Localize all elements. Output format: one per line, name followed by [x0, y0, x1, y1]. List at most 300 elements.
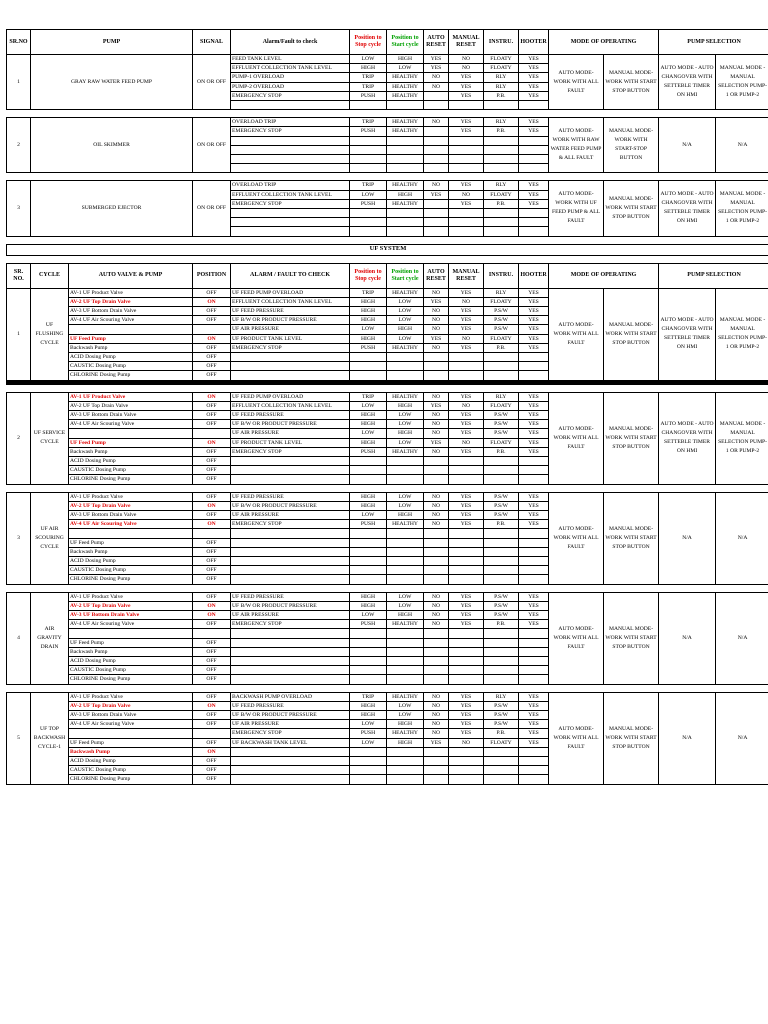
- alarm-value: YES: [449, 511, 484, 520]
- alarm-value: YES: [519, 520, 549, 529]
- alarm-value: YES: [449, 288, 484, 297]
- alarm-value: [449, 154, 484, 163]
- alarm-name: UF FEED PUMP OVERLOAD: [231, 392, 350, 401]
- alarm-value: LOW: [387, 334, 424, 343]
- alarm-value: YES: [519, 410, 549, 419]
- valve-name: CHLORINE Dosing Pump: [69, 775, 193, 784]
- alarm-value: RLY: [484, 692, 519, 701]
- valve-position: OFF: [193, 675, 231, 684]
- valve-position: [193, 429, 231, 438]
- valve-name: AV-2 UF Top Drain Valve: [69, 501, 193, 510]
- uf-header-stop-cycle: Position to Stop cycle: [350, 263, 387, 288]
- control-sheet: [6, 29, 768, 785]
- mode-auto: AUTO MODE-WORK WITH ALL FAULT: [549, 592, 604, 684]
- alarm-value: [350, 666, 387, 675]
- alarm-value: NO: [424, 601, 449, 610]
- uf-header-auto-reset: AUTO RESET: [424, 263, 449, 288]
- alarm-value: LOW: [387, 306, 424, 315]
- alarm-value: YES: [449, 701, 484, 710]
- alarm-value: [424, 529, 449, 538]
- alarm-value: [350, 638, 387, 647]
- selection-manual: MANUAL MODE - MANUAL SELECTION PUMP-1 OR PUMP-2: [716, 181, 768, 236]
- valve-name: [69, 529, 193, 538]
- alarm-value: YES: [449, 601, 484, 610]
- alarm-value: [484, 757, 519, 766]
- alarm-value: [449, 757, 484, 766]
- alarm-value: HEALTHY: [387, 181, 424, 190]
- alarm-value: NO: [424, 429, 449, 438]
- alarm-value: [350, 766, 387, 775]
- alarm-value: P.B.: [484, 127, 519, 136]
- alarm-value: YES: [449, 199, 484, 208]
- alarm-name: EFFLUENT COLLECTION TANK LEVEL: [231, 64, 350, 73]
- valve-name: CHLORINE Dosing Pump: [69, 475, 193, 484]
- uf-header-manual-reset: MANUAL RESET: [449, 263, 484, 288]
- alarm-value: [387, 529, 424, 538]
- valve-name: UF Feed Pump: [69, 334, 193, 343]
- alarm-value: YES: [449, 711, 484, 720]
- alarm-value: NO: [449, 401, 484, 410]
- cycle-row: [7, 392, 768, 401]
- valve-position: [193, 325, 231, 334]
- gap-cell: [7, 236, 768, 244]
- alarm-value: YES: [449, 492, 484, 501]
- mode-auto: AUTO MODE-WORK WITH RAW WATER FEED PUMP & ALL FAULT: [549, 118, 604, 173]
- valve-position: ON: [193, 520, 231, 529]
- alarm-value: YES: [519, 447, 549, 456]
- alarm-value: LOW: [387, 438, 424, 447]
- valve-name: AV-4 UF Air Scouring Valve: [69, 420, 193, 429]
- alarm-value: NO: [424, 701, 449, 710]
- alarm-value: NO: [424, 392, 449, 401]
- valve-position: OFF: [193, 371, 231, 380]
- alarm-name: [231, 666, 350, 675]
- pump-sr: 1: [7, 55, 31, 110]
- alarm-value: PUSH: [350, 520, 387, 529]
- mode-auto: AUTO MODE-WORK WITH ALL FAULT: [549, 55, 604, 110]
- alarm-value: P.S/W: [484, 410, 519, 419]
- alarm-value: [449, 164, 484, 173]
- alarm-value: HEALTHY: [387, 199, 424, 208]
- alarm-value: YES: [449, 501, 484, 510]
- alarm-name: [231, 466, 350, 475]
- alarm-value: [519, 547, 549, 556]
- alarm-value: [484, 575, 519, 584]
- alarm-name: EMERGENCY STOP: [231, 447, 350, 456]
- pump-signal: ON OR OFF: [193, 181, 231, 236]
- gap-cell: [7, 684, 768, 692]
- alarm-value: HIGH: [350, 438, 387, 447]
- alarm-value: HIGH: [387, 325, 424, 334]
- alarm-value: YES: [519, 601, 549, 610]
- alarm-value: HIGH: [350, 306, 387, 315]
- alarm-value: [387, 466, 424, 475]
- valve-position: OFF: [193, 362, 231, 371]
- selection-auto: N/A: [659, 118, 716, 173]
- alarm-value: YES: [519, 297, 549, 306]
- mode-auto: AUTO MODE-WORK WITH ALL FAULT: [549, 392, 604, 484]
- valve-position: [193, 529, 231, 538]
- alarm-value: YES: [519, 438, 549, 447]
- alarm-value: TRIP: [350, 392, 387, 401]
- alarm-value: [424, 747, 449, 756]
- alarm-value: YES: [424, 738, 449, 747]
- header-signal: SIGNAL: [193, 30, 231, 55]
- alarm-value: [519, 371, 549, 380]
- alarm-value: YES: [424, 438, 449, 447]
- alarm-value: [424, 136, 449, 145]
- alarm-value: YES: [449, 127, 484, 136]
- alarm-value: [449, 352, 484, 361]
- valve-name: AV-1 UF Product Valve: [69, 392, 193, 401]
- valve-position: OFF: [193, 692, 231, 701]
- header-alarm: Alarm/Fault to check: [231, 30, 350, 55]
- alarm-value: RLY: [484, 82, 519, 91]
- mode-auto: AUTO MODE-WORK WITH ALL FAULT: [549, 492, 604, 584]
- selection-manual: MANUAL MODE - MANUAL SELECTION PUMP-1 OR PUMP-2: [716, 288, 768, 380]
- alarm-value: [424, 647, 449, 656]
- alarm-value: TRIP: [350, 181, 387, 190]
- cycle-sr: 3: [7, 492, 31, 584]
- alarm-value: LOW: [387, 601, 424, 610]
- alarm-value: [424, 164, 449, 173]
- valve-position: ON: [193, 601, 231, 610]
- valve-position: OFF: [193, 420, 231, 429]
- alarm-value: YES: [519, 511, 549, 520]
- alarm-value: [387, 208, 424, 217]
- alarm-value: [387, 218, 424, 227]
- valve-name: CHLORINE Dosing Pump: [69, 675, 193, 684]
- alarm-value: LOW: [387, 64, 424, 73]
- alarm-value: [484, 145, 519, 154]
- section-gap: [7, 255, 768, 263]
- valve-position: ON: [193, 438, 231, 447]
- valve-name: CAUSTIC Dosing Pump: [69, 362, 193, 371]
- alarm-value: [449, 136, 484, 145]
- alarm-value: P.S/W: [484, 306, 519, 315]
- mode-manual: MANUAL MODE-WORK WITH START STOP BUTTON: [604, 55, 659, 110]
- alarm-name: [231, 647, 350, 656]
- alarm-value: NO: [449, 297, 484, 306]
- alarm-value: [449, 657, 484, 666]
- valve-position: [193, 629, 231, 638]
- alarm-value: [424, 657, 449, 666]
- valve-position: OFF: [193, 547, 231, 556]
- valve-name: AV-2 UF Top Drain Valve: [69, 401, 193, 410]
- alarm-name: UF AIR PRESSURE: [231, 511, 350, 520]
- alarm-value: [519, 629, 549, 638]
- alarm-value: LOW: [387, 410, 424, 419]
- alarm-value: [387, 371, 424, 380]
- gap-cell: [7, 173, 768, 181]
- gap-cell: [7, 110, 768, 118]
- alarm-value: FLOATY: [484, 438, 519, 447]
- section-gap: [7, 173, 768, 181]
- alarm-value: LOW: [350, 738, 387, 747]
- alarm-value: YES: [449, 91, 484, 100]
- alarm-name: [231, 747, 350, 756]
- alarm-value: [519, 538, 549, 547]
- alarm-value: YES: [519, 343, 549, 352]
- alarm-value: [519, 675, 549, 684]
- alarm-value: YES: [449, 620, 484, 629]
- alarm-value: YES: [519, 64, 549, 73]
- alarm-value: [484, 227, 519, 236]
- alarm-value: [449, 371, 484, 380]
- alarm-value: LOW: [387, 592, 424, 601]
- uf-header-start-cycle: Position to Start cycle: [387, 263, 424, 288]
- alarm-value: YES: [449, 429, 484, 438]
- alarm-value: [484, 747, 519, 756]
- alarm-value: [484, 136, 519, 145]
- alarm-value: [424, 101, 449, 110]
- alarm-name: UF PRODUCT TANK LEVEL: [231, 438, 350, 447]
- valve-name: CAUSTIC Dosing Pump: [69, 566, 193, 575]
- valve-name: Backwash Pump: [69, 747, 193, 756]
- alarm-value: [484, 218, 519, 227]
- mode-manual: MANUAL MODE-WORK WITH START STOP BUTTON: [604, 181, 659, 236]
- alarm-value: NO: [424, 692, 449, 701]
- alarm-name: UF AIR PRESSURE: [231, 611, 350, 620]
- alarm-value: [387, 647, 424, 656]
- alarm-value: YES: [449, 306, 484, 315]
- alarm-value: [484, 775, 519, 784]
- alarm-name: [231, 675, 350, 684]
- alarm-value: NO: [449, 64, 484, 73]
- alarm-value: LOW: [350, 55, 387, 64]
- alarm-value: YES: [449, 420, 484, 429]
- alarm-value: HIGH: [387, 611, 424, 620]
- alarm-value: LOW: [387, 492, 424, 501]
- alarm-value: NO: [424, 720, 449, 729]
- alarm-value: HIGH: [387, 720, 424, 729]
- alarm-value: NO: [424, 420, 449, 429]
- alarm-value: PUSH: [350, 620, 387, 629]
- alarm-value: P.B.: [484, 520, 519, 529]
- alarm-value: YES: [449, 611, 484, 620]
- alarm-value: [449, 747, 484, 756]
- alarm-value: [484, 566, 519, 575]
- alarm-value: YES: [519, 592, 549, 601]
- alarm-value: [387, 766, 424, 775]
- alarm-value: [424, 566, 449, 575]
- alarm-value: [350, 775, 387, 784]
- alarm-value: [387, 456, 424, 465]
- alarm-value: NO: [424, 410, 449, 419]
- alarm-value: HEALTHY: [387, 343, 424, 352]
- alarm-value: [350, 747, 387, 756]
- alarm-value: [519, 666, 549, 675]
- alarm-value: HIGH: [350, 316, 387, 325]
- alarm-value: [350, 101, 387, 110]
- alarm-value: [449, 775, 484, 784]
- alarm-value: [449, 547, 484, 556]
- section-gap: [7, 110, 768, 118]
- valve-position: OFF: [193, 738, 231, 747]
- alarm-value: [519, 766, 549, 775]
- alarm-value: HEALTHY: [387, 118, 424, 127]
- alarm-value: HEALTHY: [387, 729, 424, 738]
- valve-position: OFF: [193, 475, 231, 484]
- valve-name: ACID Dosing Pump: [69, 352, 193, 361]
- alarm-value: LOW: [387, 501, 424, 510]
- alarm-name: [231, 775, 350, 784]
- alarm-value: [449, 456, 484, 465]
- alarm-value: HIGH: [350, 410, 387, 419]
- alarm-name: PUMP-1 OVERLOAD: [231, 73, 350, 82]
- alarm-name: EMERGENCY STOP: [231, 520, 350, 529]
- uf-header-hooter: HOOTER: [519, 263, 549, 288]
- gap-cell: [7, 255, 768, 263]
- alarm-name: EFFLUENT COLLECTION TANK LEVEL: [231, 190, 350, 199]
- uf-header-position: POSITION: [193, 263, 231, 288]
- alarm-value: P.B.: [484, 620, 519, 629]
- alarm-value: YES: [449, 410, 484, 419]
- cycle-sr: 4: [7, 592, 31, 684]
- alarm-value: P.S/W: [484, 492, 519, 501]
- valve-position: OFF: [193, 538, 231, 547]
- alarm-value: P.B.: [484, 199, 519, 208]
- alarm-value: LOW: [387, 701, 424, 710]
- header-mode: MODE OF OPERATING: [549, 30, 659, 55]
- alarm-value: NO: [424, 511, 449, 520]
- alarm-value: FLOATY: [484, 401, 519, 410]
- alarm-value: RLY: [484, 118, 519, 127]
- valve-position: OFF: [193, 757, 231, 766]
- alarm-value: LOW: [350, 611, 387, 620]
- alarm-value: TRIP: [350, 288, 387, 297]
- alarm-name: [231, 529, 350, 538]
- alarm-value: YES: [449, 392, 484, 401]
- alarm-value: LOW: [387, 297, 424, 306]
- alarm-name: [231, 629, 350, 638]
- alarm-value: YES: [424, 297, 449, 306]
- gap-cell: [7, 584, 768, 592]
- alarm-value: NO: [424, 118, 449, 127]
- alarm-value: [387, 657, 424, 666]
- alarm-value: [484, 154, 519, 163]
- alarm-value: P.S/W: [484, 501, 519, 510]
- alarm-value: [449, 638, 484, 647]
- alarm-value: [519, 136, 549, 145]
- uf-header-instru: INSTRU.: [484, 263, 519, 288]
- alarm-name: BACKWASH PUMP OVERLOAD: [231, 692, 350, 701]
- alarm-value: [484, 529, 519, 538]
- alarm-value: [387, 362, 424, 371]
- alarm-name: UF B/W OR PRODUCT PRESSURE: [231, 316, 350, 325]
- alarm-value: [519, 208, 549, 217]
- cycle-name: UF TOP BACKWASH CYCLE-1: [31, 692, 69, 784]
- alarm-value: [350, 164, 387, 173]
- alarm-value: LOW: [387, 316, 424, 325]
- alarm-name: [231, 208, 350, 217]
- alarm-value: HIGH: [387, 401, 424, 410]
- alarm-value: HIGH: [350, 334, 387, 343]
- valve-position: OFF: [193, 657, 231, 666]
- valve-name: AV-1 UF Product Valve: [69, 288, 193, 297]
- alarm-name: EMERGENCY STOP: [231, 620, 350, 629]
- uf-title-row: [7, 244, 768, 255]
- alarm-value: [350, 352, 387, 361]
- alarm-name: OVERLOAD TRIP: [231, 181, 350, 190]
- alarm-value: YES: [519, 738, 549, 747]
- alarm-value: FLOATY: [484, 190, 519, 199]
- alarm-value: YES: [449, 592, 484, 601]
- selection-auto: AUTO MODE - AUTO CHANGOVER WITH SETTEBLE TIMER ON HMI: [659, 288, 716, 380]
- alarm-value: [350, 529, 387, 538]
- alarm-value: NO: [424, 343, 449, 352]
- mode-manual: MANUAL MODE-WORK WITH START STOP BUTTON: [604, 592, 659, 684]
- alarm-value: YES: [449, 325, 484, 334]
- alarm-value: NO: [424, 288, 449, 297]
- valve-name: AV-4 UF Air Scouring Valve: [69, 620, 193, 629]
- alarm-value: [424, 538, 449, 547]
- alarm-value: [519, 466, 549, 475]
- gap-cell: [7, 384, 768, 392]
- alarm-value: YES: [519, 306, 549, 315]
- alarm-value: TRIP: [350, 82, 387, 91]
- alarm-value: HIGH: [387, 738, 424, 747]
- alarm-name: UF B/W OR PRODUCT PRESSURE: [231, 420, 350, 429]
- alarm-value: [519, 456, 549, 465]
- alarm-value: [424, 547, 449, 556]
- alarm-value: YES: [424, 55, 449, 64]
- alarm-value: HEALTHY: [387, 520, 424, 529]
- alarm-value: YES: [449, 73, 484, 82]
- valve-name: [69, 629, 193, 638]
- alarm-value: [350, 675, 387, 684]
- alarm-name: [231, 218, 350, 227]
- alarm-value: [519, 647, 549, 656]
- alarm-value: [484, 547, 519, 556]
- alarm-value: LOW: [350, 511, 387, 520]
- valve-position: OFF: [193, 316, 231, 325]
- pump-sr: 3: [7, 181, 31, 236]
- alarm-value: NO: [424, 316, 449, 325]
- alarm-value: [484, 371, 519, 380]
- valve-name: CAUSTIC Dosing Pump: [69, 766, 193, 775]
- alarm-value: [387, 101, 424, 110]
- alarm-value: NO: [424, 325, 449, 334]
- pump-header-row: [7, 30, 768, 55]
- mode-auto: AUTO MODE-WORK WITH ALL FAULT: [549, 288, 604, 380]
- valve-name: CHLORINE Dosing Pump: [69, 575, 193, 584]
- valve-position: OFF: [193, 306, 231, 315]
- alarm-value: [449, 766, 484, 775]
- alarm-name: [231, 101, 350, 110]
- alarm-value: YES: [519, 720, 549, 729]
- mode-manual: MANUAL MODE-WORK WITH START STOP BUTTON: [604, 692, 659, 784]
- alarm-name: [231, 456, 350, 465]
- alarm-value: HEALTHY: [387, 127, 424, 136]
- alarm-value: [449, 145, 484, 154]
- pump-signal: ON OR OFF: [193, 55, 231, 110]
- valve-position: ON: [193, 611, 231, 620]
- alarm-name: UF AIR PRESSURE: [231, 325, 350, 334]
- valve-position: OFF: [193, 647, 231, 656]
- alarm-value: [449, 529, 484, 538]
- valve-position: OFF: [193, 456, 231, 465]
- alarm-value: P.S/W: [484, 701, 519, 710]
- alarm-name: [231, 136, 350, 145]
- cycle-row: [7, 492, 768, 501]
- valve-name: AV-3 UF Bottom Drain Valve: [69, 711, 193, 720]
- alarm-value: [387, 775, 424, 784]
- alarm-value: PUSH: [350, 91, 387, 100]
- valve-name: CAUSTIC Dosing Pump: [69, 666, 193, 675]
- alarm-value: [424, 666, 449, 675]
- alarm-value: [449, 575, 484, 584]
